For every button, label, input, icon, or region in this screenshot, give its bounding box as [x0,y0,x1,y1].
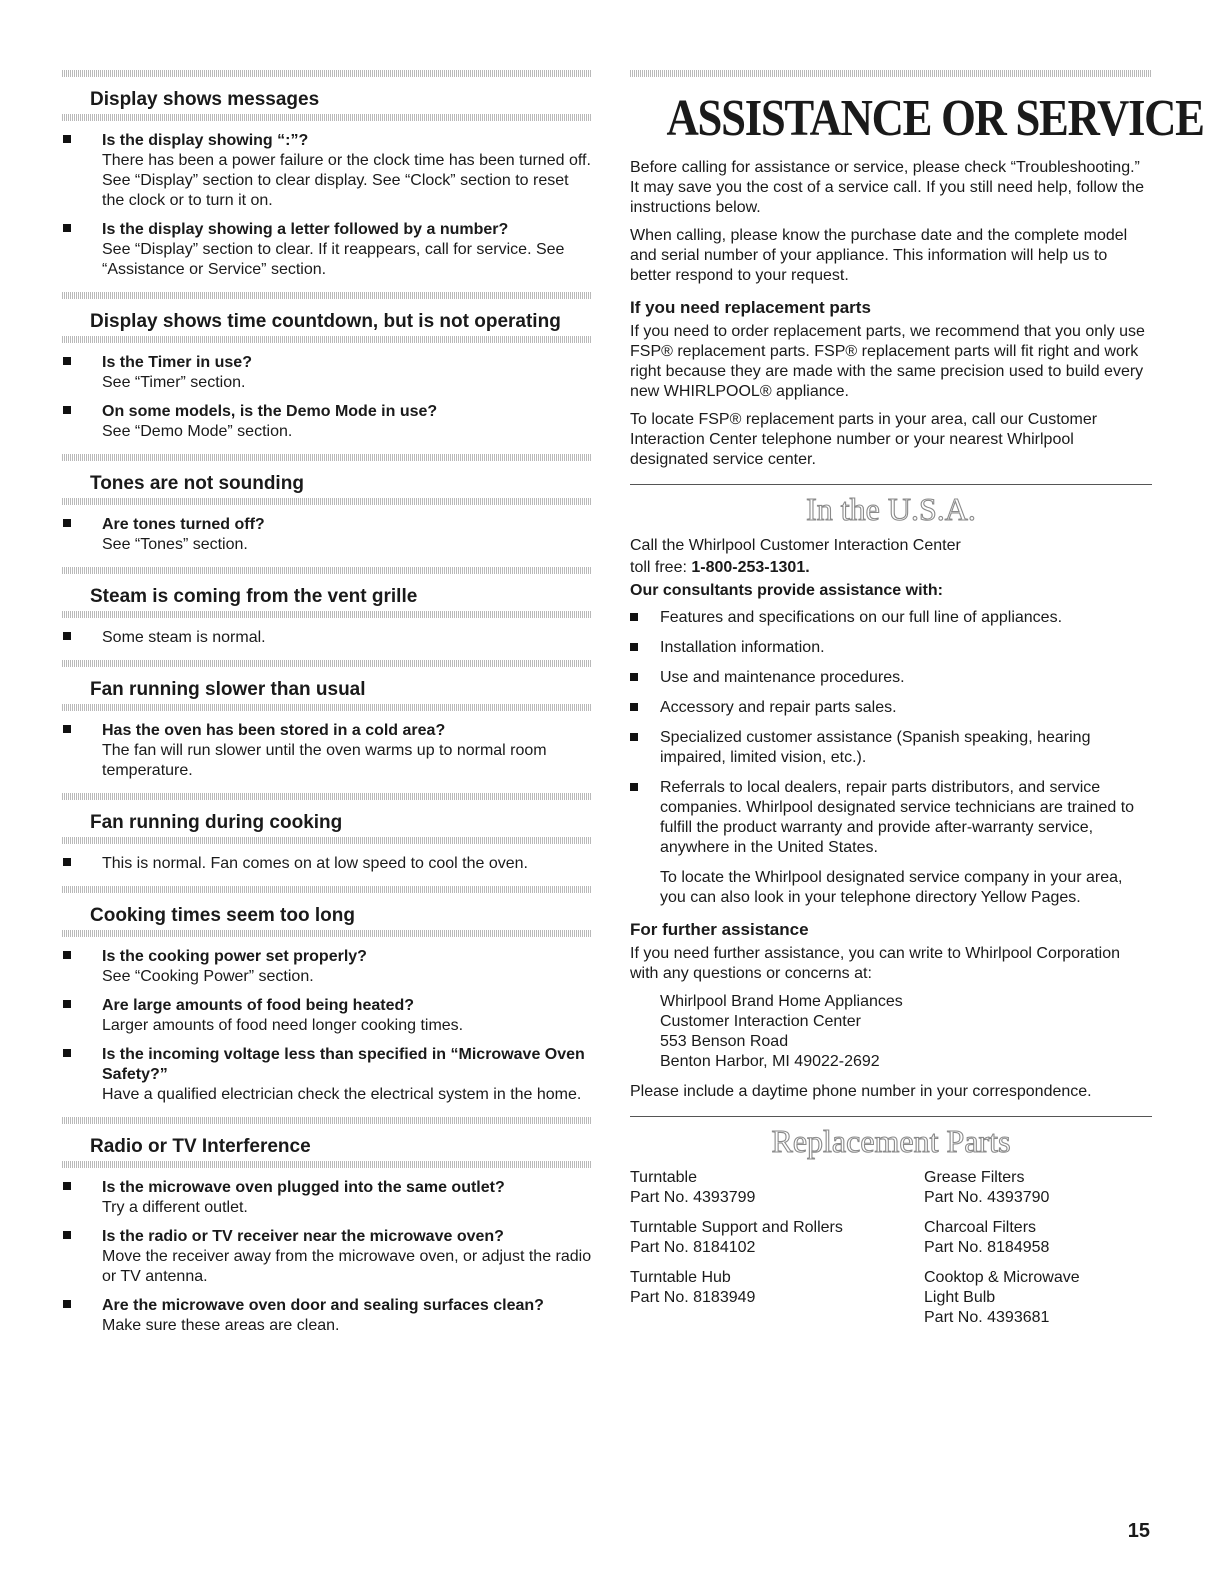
assistance-item-text: Accessory and repair parts sales. [660,699,897,716]
part-number: Part No. 4393681 [924,1309,1050,1326]
address-line: 553 Benson Road [660,1033,789,1050]
page-number: 15 [1127,1520,1150,1542]
troubleshooting-item [62,628,592,648]
item-answer: There has been a power failure or the clock time has been turned off. See “Display” section to clear display. See “Clock” section to reset the clock or to turn it on. [102,152,591,209]
consultants-line: Our consultants provide assistance with: [630,582,943,599]
item-answer: See “Cooking Power” section. [102,968,314,985]
bullet-icon [63,1182,71,1190]
bullet-icon [63,519,71,527]
section-stripe [62,292,592,299]
intro-paragraph-1: Before calling for assistance or service, please check “Troubleshooting.” It may save you the cost of a service call. If you still need help, follow the instructions below. [630,159,1145,216]
troubleshooting-column [62,70,592,1348]
item-question: Is the display showing a letter followed by a number? [102,221,509,238]
troubleshooting-item [62,1227,592,1287]
section-stripe [62,454,592,461]
toll-free-line [630,558,1152,578]
item-answer: See “Display” section to clear. If it reappears, call for service. See “Assistance or Service” section. [102,241,565,278]
bullet-icon [630,673,638,681]
part-name: Turntable [630,1169,697,1186]
section-header: Steam is coming from the vent grille [90,586,418,607]
assistance-item [630,608,1152,628]
assistance-title: ASSISTANCE OR SERVICE [666,90,1204,147]
item-answer: Larger amounts of food need longer cooking times. [102,1017,464,1034]
parts-title: Replacement Parts [771,1123,1011,1159]
section-header: Display shows messages [90,89,320,110]
section-stripe [62,704,592,711]
assistance-item [630,698,1152,718]
item-question: Are large amounts of food being heated? [102,997,415,1014]
bullet-icon [63,1049,71,1057]
troubleshooting-item [62,515,592,555]
bullet-icon [63,224,71,232]
troubleshooting-section [62,292,592,442]
assistance-item-text: Features and specifications on our full line of appliances. [660,609,1063,626]
item-answer: Some steam is normal. [102,629,266,646]
part-number: Part No. 4393799 [630,1189,756,1206]
assistance-column [630,70,1204,1328]
item-question: Has the oven has been stored in a cold area? [102,722,446,739]
item-answer: See “Demo Mode” section. [102,423,293,440]
locate-note: To locate the Whirlpool designated service company in your area, you can also look in your telephone directory Yellow Pages. [660,869,1123,906]
troubleshooting-section [62,567,592,648]
item-answer: The fan will run slower until the oven warms up to normal room temperature. [102,742,547,779]
section-stripe [62,930,592,937]
assistance-item-text: Specialized customer assistance (Spanish speaking, hearing impaired, limited vision, etc.). [660,729,1091,766]
section-stripe [62,498,592,505]
bullet-icon [630,643,638,651]
address-line: Benton Harbor, MI 49022-2692 [660,1053,880,1070]
part-name: Light Bulb [924,1289,996,1306]
item-answer: This is normal. Fan comes on at low speed to cool the oven. [102,855,528,872]
divider [630,1116,1152,1117]
part-entry [924,1218,1154,1258]
divider [630,484,1152,485]
intro-paragraph-2: When calling, please know the purchase date and the complete model and serial number of your appliance. This information will help us to better respond to your request. [630,227,1128,284]
bullet-icon [630,703,638,711]
section-header: Fan running slower than usual [90,679,366,700]
troubleshooting-section [62,1117,592,1336]
bullet-icon [63,632,71,640]
include-note: Please include a daytime phone number in your correspondence. [630,1083,1092,1100]
item-question: Is the display showing “:”? [102,132,309,149]
troubleshooting-section [62,454,592,555]
part-entry [630,1268,924,1328]
part-entry [924,1168,1154,1208]
address-line: Whirlpool Brand Home Appliances [660,993,903,1010]
item-answer: Have a qualified electrician check the electrical system in the home. [102,1086,582,1103]
section-stripe [62,1161,592,1168]
part-number: Part No. 4393790 [924,1189,1050,1206]
bullet-icon [63,1000,71,1008]
troubleshooting-item [62,402,592,442]
further-paragraph: If you need further assistance, you can write to Whirlpool Corporation with any questions or concerns at: [630,945,1121,982]
assistance-item [630,728,1152,768]
troubleshooting-item [62,1045,592,1105]
troubleshooting-item [62,353,592,393]
troubleshooting-item [62,947,592,987]
assistance-item [630,778,1152,858]
item-question: On some models, is the Demo Mode in use? [102,403,438,420]
troubleshooting-item [62,220,592,280]
item-answer: See “Timer” section. [102,374,246,391]
item-question: Is the microwave oven plugged into the same outlet? [102,1179,505,1196]
assistance-item-text: Use and maintenance procedures. [660,669,905,686]
bullet-icon [63,858,71,866]
item-answer: Move the receiver away from the microwave oven, or adjust the radio or TV antenna. [102,1248,592,1285]
mailing-address [630,992,1152,1072]
section-stripe [62,70,592,77]
replacement-paragraph-2: To locate FSP® replacement parts in your area, call our Customer Interaction Center telephone number or your nearest Whirlpool designated service center. [630,411,1098,468]
bullet-icon [630,613,638,621]
assistance-item-text: Installation information. [660,639,825,656]
item-question: Is the Timer in use? [102,354,252,371]
item-question: Are tones turned off? [102,516,265,533]
section-stripe [62,114,592,121]
bullet-icon [63,1300,71,1308]
address-line: Customer Interaction Center [660,1013,861,1030]
bullet-icon [630,783,638,791]
bullet-icon [63,1231,71,1239]
part-entry [630,1218,924,1258]
troubleshooting-item [62,854,592,874]
toll-free-label: toll free: [630,559,692,576]
bullet-icon [63,406,71,414]
usa-title: In the U.S.A. [806,491,976,527]
phone-number: 1-800-253-1301. [691,559,810,576]
item-question: Are the microwave oven door and sealing surfaces clean? [102,1297,544,1314]
item-answer: Try a different outlet. [102,1199,248,1216]
assistance-item-text: Referrals to local dealers, repair parts distributors, and service companies. Whirlpool designated service technicians are trained to fulfill the product warranty and provide after-warranty service, anywhere in the United States. [660,779,1135,856]
section-header: Display shows time countdown, but is not operating [90,311,561,332]
replacement-parts-header: If you need replacement parts [630,298,871,317]
bullet-icon [63,951,71,959]
troubleshooting-item [62,1296,592,1336]
troubleshooting-item [62,996,592,1036]
part-entry [924,1268,1154,1328]
item-answer: See “Tones” section. [102,536,248,553]
part-name: Turntable Support and Rollers [630,1219,843,1236]
assistance-item [630,638,1152,658]
part-number: Part No. 8184102 [630,1239,756,1256]
part-entry [630,1168,924,1208]
call-line: Call the Whirlpool Customer Interaction Center [630,537,961,554]
part-name: Grease Filters [924,1169,1025,1186]
section-header: Radio or TV Interference [90,1136,311,1157]
troubleshooting-item [62,1178,592,1218]
section-header: Cooking times seem too long [90,905,355,926]
section-header: Tones are not sounding [90,473,304,494]
item-question: Is the radio or TV receiver near the microwave oven? [102,1228,504,1245]
troubleshooting-section [62,793,592,874]
troubleshooting-section [62,886,592,1105]
item-question: Is the incoming voltage less than specified in “Microwave Oven Safety?” [102,1046,585,1083]
part-name: Charcoal Filters [924,1219,1037,1236]
part-name: Cooktop & Microwave [924,1269,1080,1286]
item-answer: Make sure these areas are clean. [102,1317,340,1334]
troubleshooting-item [62,721,592,781]
bullet-icon [63,725,71,733]
section-stripe [62,886,592,893]
section-stripe [62,611,592,618]
top-stripe [630,70,1152,77]
section-header: Fan running during cooking [90,812,343,833]
section-stripe [62,837,592,844]
troubleshooting-section [62,660,592,781]
section-stripe [62,660,592,667]
assistance-list [630,608,1152,858]
further-assistance-header: For further assistance [630,920,809,939]
replacement-paragraph-1: If you need to order replacement parts, we recommend that you only use FSP® replacement parts. FSP® replacement parts will fit right and work right because they are made with the same precision used to build every new WHIRLPOOL® appliance. [630,323,1145,400]
section-stripe [62,336,592,343]
bullet-icon [63,135,71,143]
part-number: Part No. 8184958 [924,1239,1050,1256]
bullet-icon [63,357,71,365]
parts-list [630,1168,1152,1328]
item-question: Is the cooking power set properly? [102,948,367,965]
section-stripe [62,1117,592,1124]
troubleshooting-item [62,131,592,211]
troubleshooting-section [62,70,592,280]
section-stripe [62,567,592,574]
part-number: Part No. 8183949 [630,1289,756,1306]
assistance-item [630,668,1152,688]
section-stripe [62,793,592,800]
part-name: Turntable Hub [630,1269,731,1286]
bullet-icon [630,733,638,741]
